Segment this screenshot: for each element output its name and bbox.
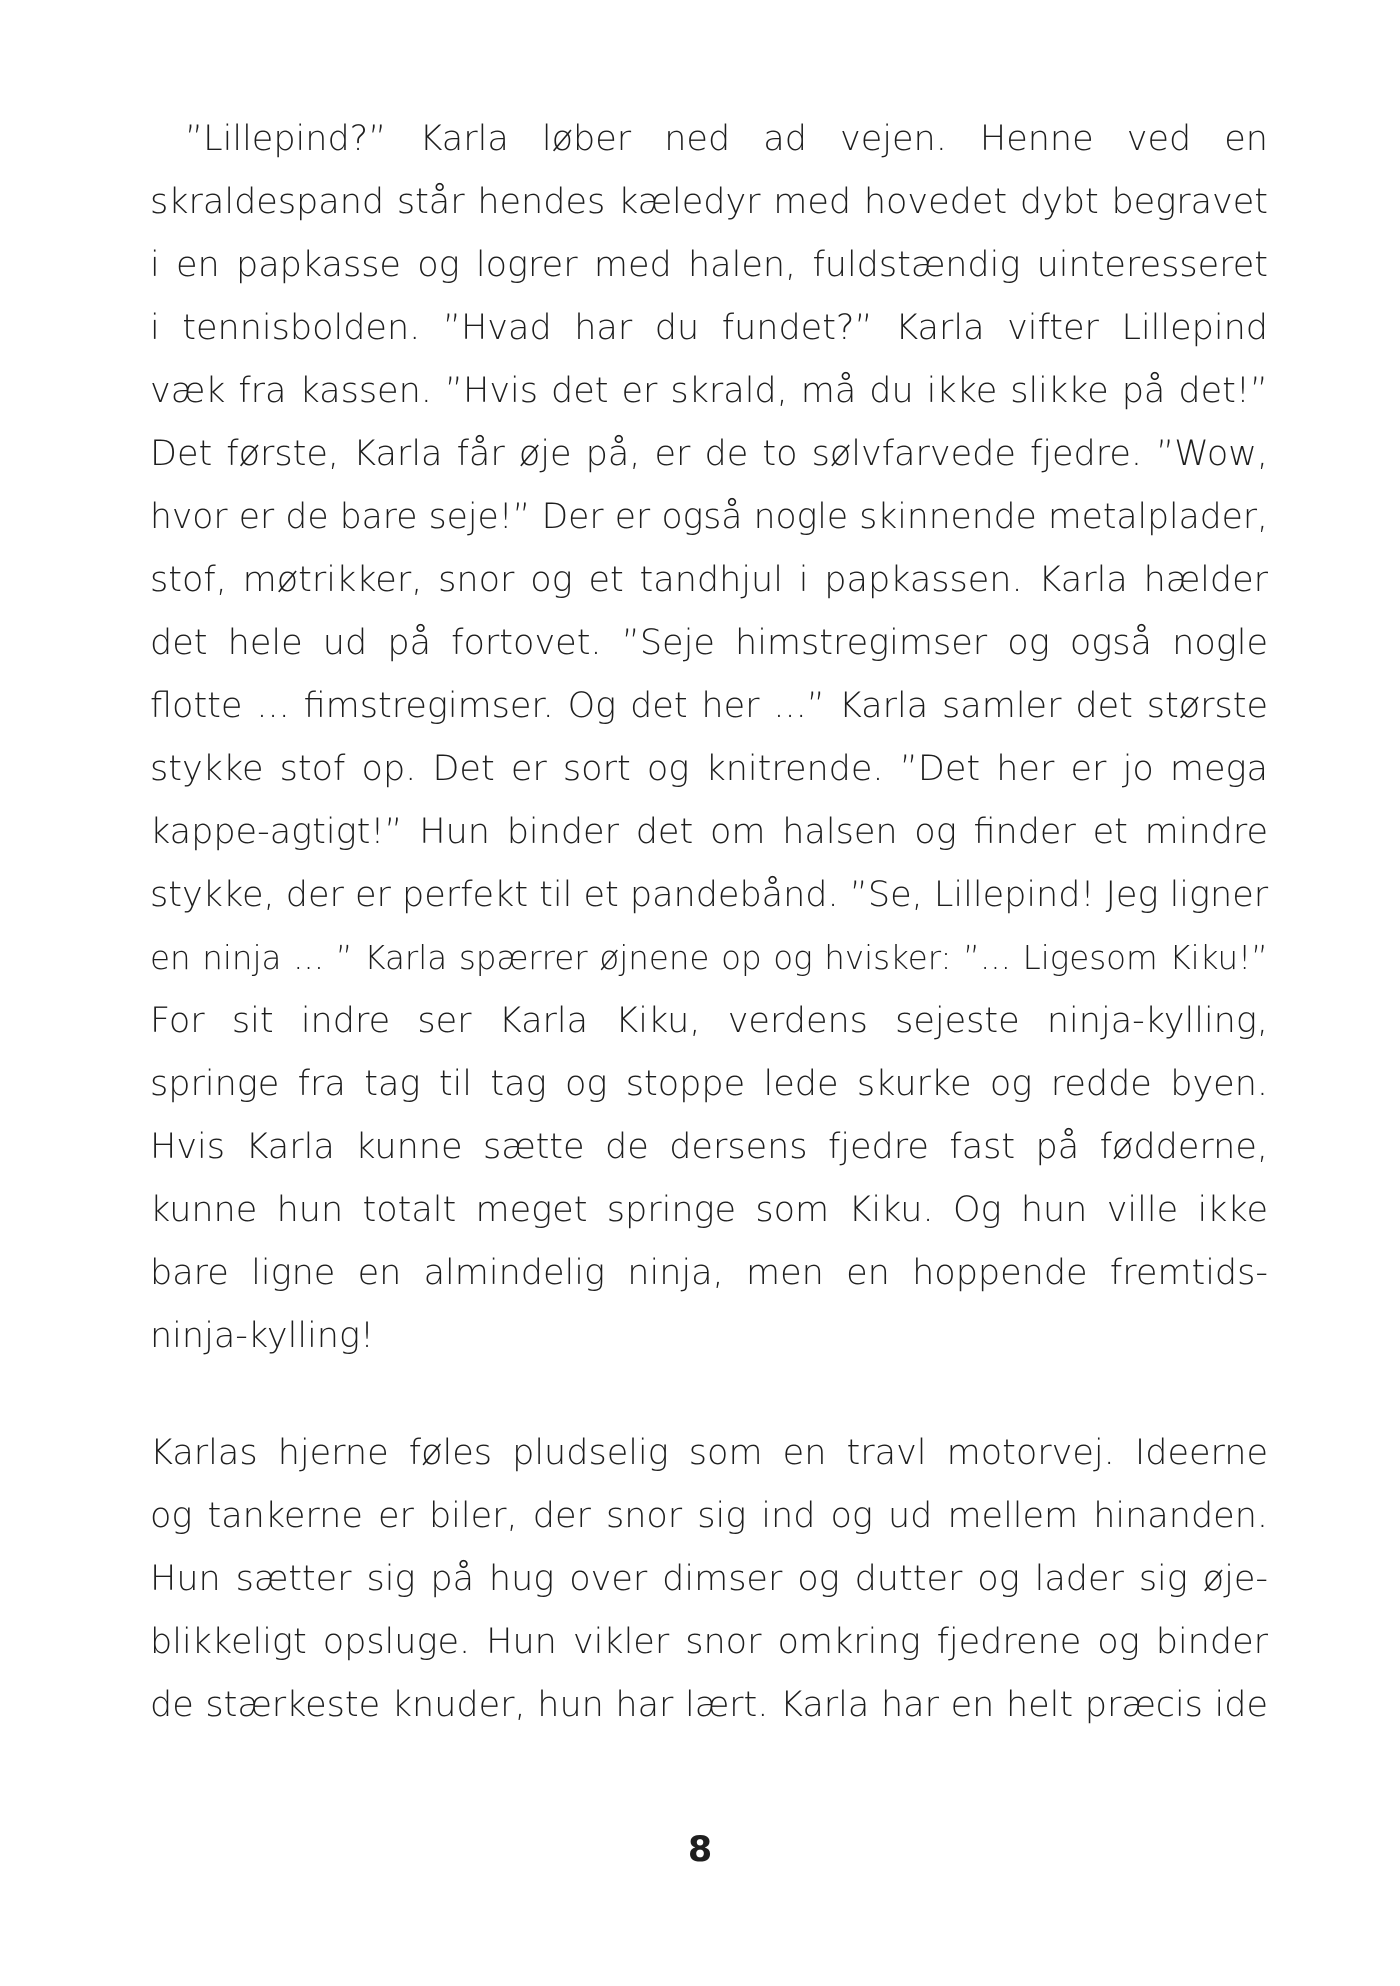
text-line: en ninja ... ” Karla spærrer øjnene op og hvisker: ”... Ligesom Kiku!” xyxy=(150,939,1268,977)
text-line: det hele ud på fortovet. ”Seje himstregimser og også nogle xyxy=(150,623,1268,663)
text-line: hvor er de bare seje!” Der er også nogle skinnende metalplader, xyxy=(150,497,1268,537)
text-line: blikkeligt opsluge. Hun vikler snor omkring fjedrene og binder xyxy=(150,1622,1268,1662)
text-line: skraldespand står hendes kæledyr med hovedet dybt begravet xyxy=(150,182,1268,222)
text-line: ”Lillepind?” Karla løber ned ad vejen. Henne ved en xyxy=(185,119,1268,159)
text-line: og tankerne er biler, der snor sig ind og ud mellem hinanden. xyxy=(150,1496,1268,1536)
text-line: stof, møtrikker, snor og et tandhjul i papkassen. Karla hælder xyxy=(150,560,1268,600)
text-line: springe fra tag til tag og stoppe lede skurke og redde byen. xyxy=(150,1064,1268,1104)
text-line: bare ligne en almindelig ninja, men en hoppende fremtids- xyxy=(150,1253,1268,1293)
text-line: ninja-kylling! xyxy=(150,1316,375,1356)
text-line: væk fra kassen. ”Hvis det er skrald, må du ikke slikke på det!” xyxy=(150,371,1268,411)
page-number: 8 xyxy=(687,1830,713,1870)
text-line: Hun sætter sig på hug over dimser og dutter og lader sig øje- xyxy=(150,1559,1268,1599)
text-line: For sit indre ser Karla Kiku, verdens sejeste ninja-kylling, xyxy=(150,1001,1268,1041)
text-line: Det første, Karla får øje på, er de to sølvfarvede fjedre. ”Wow, xyxy=(150,434,1268,474)
paragraph-2 xyxy=(150,1422,1268,1737)
text-line: stykke stof op. Det er sort og knitrende. ”Det her er jo mega xyxy=(150,749,1268,789)
text-line: kappe-agtigt!” Hun binder det om halsen og finder et mindre xyxy=(150,812,1268,852)
text-line: kunne hun totalt meget springe som Kiku. Og hun ville ikke xyxy=(150,1190,1268,1230)
paragraph-1 xyxy=(150,108,1268,1368)
text-line: de stærkeste knuder, hun har lært. Karla har en helt præcis ide xyxy=(150,1685,1268,1725)
text-line: Karlas hjerne føles pludselig som en travl motorvej. Ideerne xyxy=(150,1433,1268,1473)
text-line: i en papkasse og logrer med halen, fuldstændig uinteresseret xyxy=(150,245,1268,285)
text-line: i tennisbolden. ”Hvad har du fundet?” Karla vifter Lillepind xyxy=(150,308,1268,348)
text-line: stykke, der er perfekt til et pandebånd. ”Se, Lillepind! Jeg ligner xyxy=(150,875,1269,915)
text-line: Hvis Karla kunne sætte de dersens fjedre fast på fødderne, xyxy=(150,1127,1268,1167)
text-line: flotte ... fimstregimser. Og det her ...” Karla samler det største xyxy=(150,686,1268,726)
